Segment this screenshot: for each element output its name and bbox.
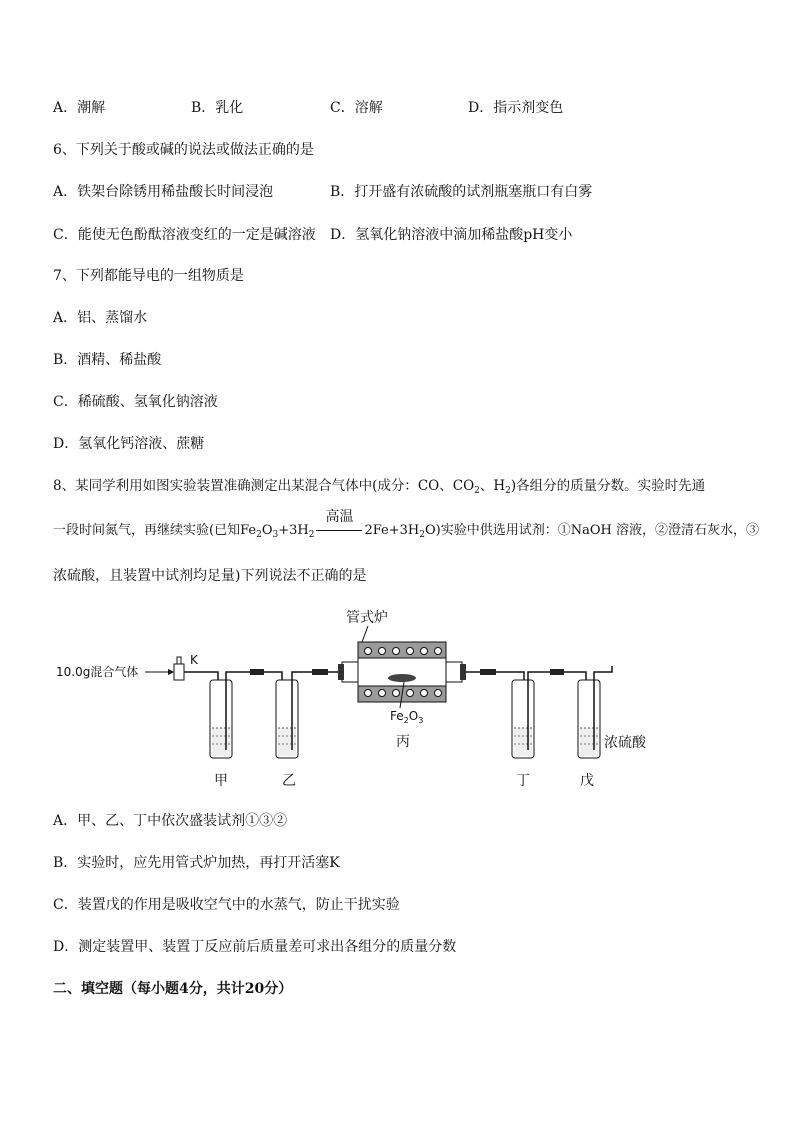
q7-option-b: B．酒精、稀盐酸 — [53, 352, 162, 368]
q8-stem-line2 — [53, 509, 759, 544]
q6-option-d: D．氢氧化钠溶液中滴加稀盐酸pH变小 — [330, 227, 573, 243]
valve-label: K — [190, 653, 198, 667]
rubber-connector — [250, 669, 264, 675]
label-wu: 戊 — [580, 773, 594, 789]
fe2o3-fe: Fe — [390, 709, 404, 723]
q6-option-a: A．铁架台除锈用稀盐酸长时间浸泡 — [53, 184, 274, 200]
fe2o3-o: O — [408, 709, 419, 723]
valve-k — [174, 664, 184, 680]
q6-option-b: B．打开盛有浓硫酸的试剂瓶塞瓶口有白雾 — [330, 184, 593, 200]
q8-stem-line3: 浓硫酸，且装置中试剂均足量)下列说法不正确的是 — [53, 568, 367, 584]
bottle-jia — [210, 672, 282, 758]
q8-option-d: D．测定装置甲、装置丁反应前后质量差可求出各组分的质量分数 — [53, 939, 457, 955]
reaction-condition — [316, 509, 362, 540]
subscript: 2 — [308, 530, 315, 540]
acid-label: 浓硫酸 — [604, 735, 646, 751]
fe2o3-sub2: 2 — [403, 716, 409, 725]
rubber-connector — [312, 669, 328, 675]
q8-stem-text: )各组分的质量分数。实验时先通 — [510, 478, 706, 494]
apparatus-diagram — [50, 600, 700, 795]
q8-option-b: B．实验时，应先用管式炉加热，再打开活塞K — [53, 855, 340, 871]
q8-option-a: A．甲、乙、丁中依次盛装试剂①③② — [53, 813, 288, 829]
q8-stem-text: 、H — [479, 478, 506, 494]
label-yi: 乙 — [282, 773, 296, 789]
fe2o3-label — [390, 709, 423, 725]
rubber-connector — [480, 669, 496, 675]
furnace-label: 管式炉 — [346, 610, 388, 626]
q8-stem-line1 — [53, 477, 705, 500]
q5-option-a: A．潮解 — [53, 100, 106, 116]
gas-arrowhead — [168, 669, 174, 675]
bottle-ding — [512, 672, 586, 758]
reaction-condition-label: 高温 — [325, 509, 354, 525]
subscript: 2 — [419, 530, 425, 540]
q8-stem-text: +3H — [278, 523, 309, 538]
subscript: 2 — [505, 486, 511, 496]
valve-k-handle — [177, 657, 181, 664]
bottle-yi — [276, 672, 340, 758]
subscript: 2 — [474, 486, 480, 496]
furnace-pointer — [362, 626, 368, 642]
label-bing: 丙 — [396, 734, 410, 750]
q8-stem-text: 2Fe+3H — [364, 523, 420, 538]
q5-option-d: D．指示剂变色 — [468, 100, 564, 116]
gas-label: 10.0g混合气体 — [56, 665, 139, 679]
q8-stem-text: O — [261, 523, 273, 538]
q6-stem: 6、下列关于酸或碱的说法或做法正确的是 — [53, 142, 314, 158]
q8-option-c: C．装置戊的作用是吸收空气中的水蒸气，防止干扰实验 — [53, 897, 400, 913]
q8-stem-text: 一段时间氮气，再继续实验(已知Fe — [53, 523, 257, 538]
q6-option-c: C．能使无色酚酞溶液变红的一定是碱溶液 — [53, 227, 316, 243]
q7-option-d: D．氢氧化钙溶液、蔗糖 — [53, 436, 205, 452]
q8-stem-text: O)实验中供选用试剂：①NaOH 溶液，②澄清石灰水，③ — [424, 523, 759, 538]
fe2o3-sub3: 3 — [418, 716, 424, 725]
subscript: 3 — [272, 530, 279, 540]
q7-stem: 7、下列都能导电的一组物质是 — [53, 268, 244, 284]
q8-stem-text: 8、某同学利用如图实验装置准确测定出某混合气体中(成分：CO、CO — [53, 478, 475, 494]
q5-option-c: C．溶解 — [330, 100, 383, 116]
label-ding: 丁 — [516, 773, 530, 789]
q7-option-c: C．稀硫酸、氢氧化钠溶液 — [53, 394, 218, 410]
rubber-connector — [550, 669, 564, 675]
q5-option-b: B．乳化 — [191, 100, 244, 116]
subscript: 2 — [256, 530, 262, 540]
q7-option-a: A．铝、蒸馏水 — [53, 310, 148, 326]
label-jia: 甲 — [214, 773, 228, 789]
section-heading: 二、填空题（每小题4分，共计20分） — [53, 981, 293, 997]
